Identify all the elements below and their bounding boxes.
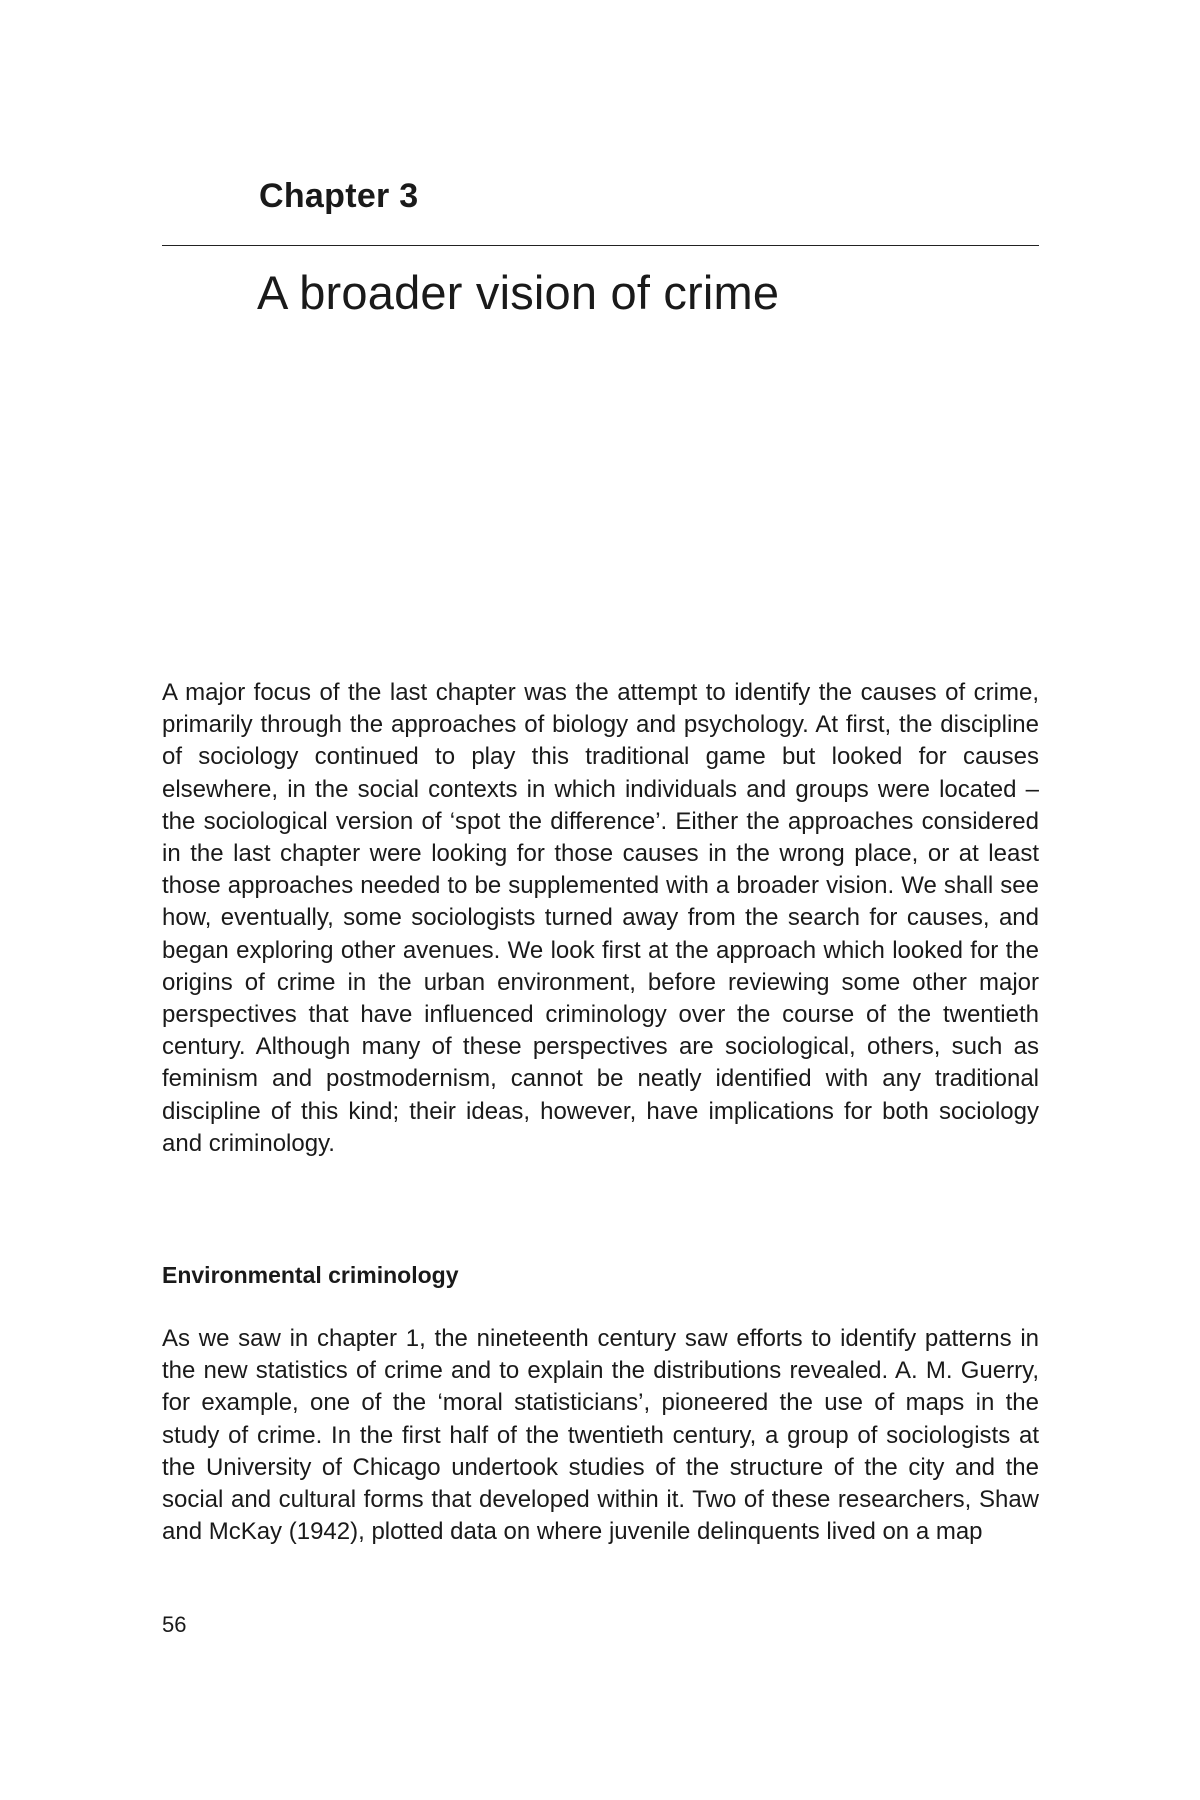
page-number: 56 [162,1612,187,1637]
section-paragraph: As we saw in chapter 1, the nineteenth century saw efforts to identify patterns in the new statistics of crime and to explain the distributions revealed. A. M. Guerry, for example, one of the ‘moral statisticians’, pioneered the use of maps in the study of crime. In the first half of the twentieth century, a group of sociologists at the University of Chicago undertook studies of the structure of the city and the social and cultural forms that developed within it. Two of these researchers, Shaw and McKay (1942), plotted data on where juvenile delinquents lived on a map [162,1325,1039,1546]
intro-paragraph: A major focus of the last chapter was the attempt to identify the causes of crime, primarily through the approaches of biology and psychology. At first, the discipline of sociology continued to play this traditional game but looked for causes elsewhere, in the social contexts in which individuals and groups were located – the sociological version of ‘spot the difference’. Either the approaches considered in the last chapter were looking for those causes in the wrong place, or at least those approaches needed to be supplemented with a broader vision. We shall see how, eventually, some sociologists turned away from the search for causes, and began exploring other avenues. We look first at the approach which looked for the origins of crime in the urban environment, before reviewing some other major perspectives that have influenced criminology over the course of the twentieth century. Although many of these perspectives are sociological, others, such as feminism and postmodernism, cannot be neatly identified with any traditional discipline of this kind; their ideas, however, have implications for both sociology and criminology. [162,679,1039,1157]
chapter-label: Chapter 3 [259,177,419,215]
chapter-title: A broader vision of crime [257,266,780,319]
chapter-divider [162,245,1039,246]
section-heading: Environmental criminology [162,1262,459,1288]
